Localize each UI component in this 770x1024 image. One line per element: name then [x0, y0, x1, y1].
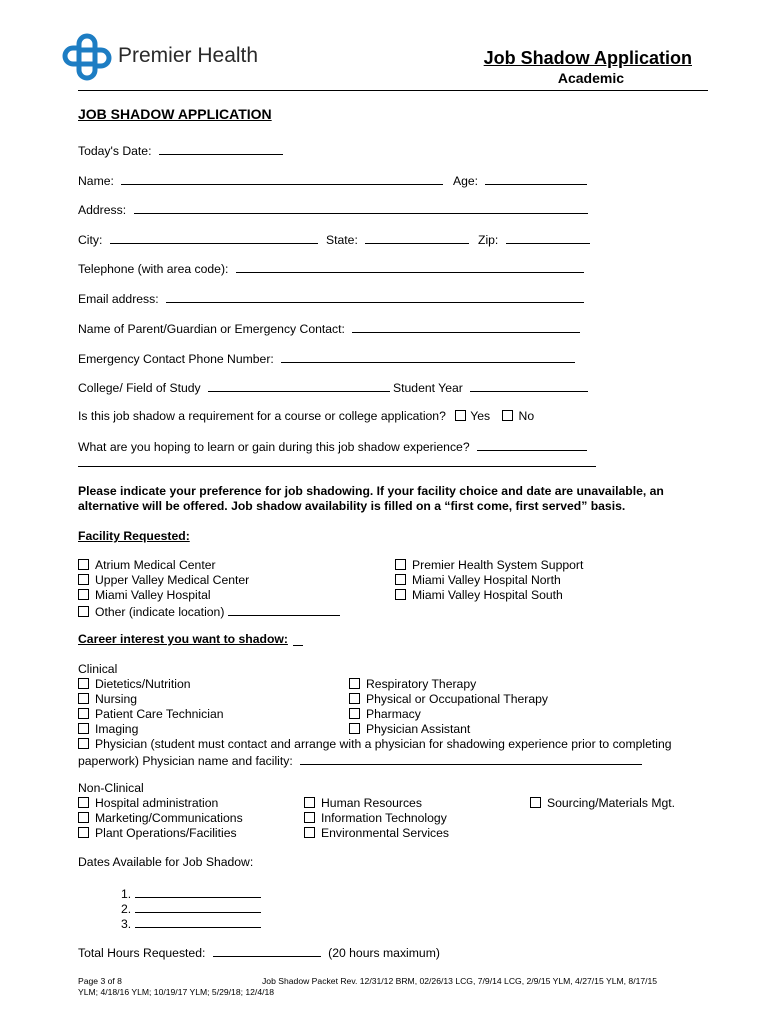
clinical-option[interactable]: Physical or Occupational Therapy: [349, 692, 548, 706]
no-checkbox[interactable]: [502, 410, 513, 421]
nonclinical-option[interactable]: Plant Operations/Facilities: [78, 826, 237, 840]
state-field[interactable]: [326, 231, 469, 247]
college-field[interactable]: [78, 379, 390, 395]
footer-revision-line-2: YLM; 4/18/16 YLM; 10/19/17 YLM; 5/29/18; 12/4/18: [78, 987, 275, 997]
hoping-answer-line[interactable]: [78, 455, 596, 467]
total-hours-label: Total Hours Requested:: [78, 946, 206, 960]
requirement-question-text: Is this job shadow a requirement for a course or college application?: [78, 409, 446, 423]
checkbox-icon[interactable]: [304, 797, 315, 808]
nonclinical-option[interactable]: Hospital administration: [78, 796, 218, 810]
checkbox-icon[interactable]: [78, 589, 89, 600]
nonclinical-label: Non-Clinical: [78, 781, 144, 795]
date-field-1[interactable]: 1.: [121, 885, 261, 901]
no-label: No: [518, 409, 535, 423]
clinical-option[interactable]: Imaging: [78, 722, 138, 736]
career-heading-underline: [293, 645, 303, 646]
checkbox-icon[interactable]: [78, 827, 89, 838]
preference-line-2: alternative will be offered. Job shadow availability is filled on a “first come, first served” basis.: [78, 499, 626, 513]
physician-name-field[interactable]: paperwork) Physician name and facility:: [78, 752, 642, 768]
age-field[interactable]: [453, 172, 587, 188]
checkbox-icon[interactable]: [78, 812, 89, 823]
date-field-2[interactable]: 2.: [121, 900, 261, 916]
email-label: Email address:: [78, 292, 159, 306]
clinical-option[interactable]: Physician Assistant: [349, 722, 470, 736]
facility-option[interactable]: Miami Valley Hospital: [78, 588, 211, 602]
name-label: Name:: [78, 174, 114, 188]
yes-label: Yes: [470, 409, 491, 423]
checkbox-icon[interactable]: [78, 693, 89, 704]
career-heading: Career interest you want to shadow:: [78, 632, 288, 646]
checkbox-icon[interactable]: [530, 797, 541, 808]
clinical-option[interactable]: Nursing: [78, 692, 137, 706]
clinical-option[interactable]: Respiratory Therapy: [349, 677, 476, 691]
form-heading: JOB SHADOW APPLICATION: [78, 106, 272, 122]
age-label: Age:: [453, 174, 479, 188]
document-subtitle: Academic: [557, 70, 624, 86]
requirement-question: [78, 409, 534, 423]
student-year-field[interactable]: [393, 379, 588, 395]
checkbox-icon[interactable]: [304, 827, 315, 838]
dates-label: Dates Available for Job Shadow:: [78, 855, 254, 869]
facility-option[interactable]: Atrium Medical Center: [78, 558, 216, 572]
nonclinical-option[interactable]: Human Resources: [304, 796, 422, 810]
checkbox-icon[interactable]: [78, 738, 89, 749]
checkbox-icon[interactable]: [349, 693, 360, 704]
student-year-label: Student Year: [393, 381, 463, 395]
clinical-option[interactable]: Pharmacy: [349, 707, 421, 721]
nonclinical-option[interactable]: Environmental Services: [304, 826, 449, 840]
nonclinical-option[interactable]: Information Technology: [304, 811, 447, 825]
state-label: State:: [326, 233, 358, 247]
checkbox-icon[interactable]: [78, 797, 89, 808]
city-label: City:: [78, 233, 103, 247]
footer-page-number: Page 3 of 8: [78, 976, 122, 986]
hoping-label: What are you hoping to learn or gain during this job shadow experience?: [78, 440, 470, 454]
zip-label: Zip:: [478, 233, 499, 247]
telephone-label: Telephone (with area code):: [78, 262, 229, 276]
todays-date-field[interactable]: [78, 142, 283, 158]
document-title: Job Shadow Application: [483, 48, 692, 68]
emergency-phone-field[interactable]: [78, 350, 575, 366]
todays-date-label: Today's Date:: [78, 144, 152, 158]
brand-name: Premier Health: [118, 44, 259, 67]
telephone-field[interactable]: [78, 260, 584, 276]
nonclinical-option[interactable]: Marketing/Communications: [78, 811, 243, 825]
checkbox-icon[interactable]: [78, 678, 89, 689]
name-field[interactable]: [78, 172, 443, 188]
checkbox-icon[interactable]: [304, 812, 315, 823]
checkbox-icon[interactable]: [78, 574, 89, 585]
emergency-phone-label: Emergency Contact Phone Number:: [78, 352, 274, 366]
checkbox-icon[interactable]: [78, 723, 89, 734]
hoping-field[interactable]: [78, 438, 587, 454]
checkbox-icon[interactable]: [349, 708, 360, 719]
checkbox-icon[interactable]: [395, 559, 406, 570]
total-hours-note: (20 hours maximum): [328, 946, 440, 960]
checkbox-icon[interactable]: [349, 723, 360, 734]
address-field[interactable]: [78, 201, 588, 217]
emergency-contact-field[interactable]: [78, 320, 580, 336]
facility-option[interactable]: Miami Valley Hospital South: [395, 588, 563, 602]
facility-option[interactable]: Upper Valley Medical Center: [78, 573, 249, 587]
facility-heading: Facility Requested:: [78, 529, 190, 543]
checkbox-icon[interactable]: [395, 589, 406, 600]
total-hours-field[interactable]: [78, 944, 440, 960]
clinical-option[interactable]: Dietetics/Nutrition: [78, 677, 191, 691]
clinical-label: Clinical: [78, 662, 118, 676]
preference-line-1: Please indicate your preference for job shadowing. If your facility choice and date are unavailable, an: [78, 484, 664, 498]
checkbox-icon[interactable]: [349, 678, 360, 689]
checkbox-icon[interactable]: [78, 708, 89, 719]
email-field[interactable]: [78, 290, 584, 306]
physician-option[interactable]: Physician (student must contact and arrange with a physician for shadowing experience prior to completing: [78, 737, 672, 751]
facility-option[interactable]: Other (indicate location): [78, 603, 340, 619]
logo-mark-icon: [62, 32, 112, 82]
date-field-3[interactable]: 3.: [121, 915, 261, 931]
facility-option[interactable]: Miami Valley Hospital North: [395, 573, 561, 587]
address-label: Address:: [78, 203, 127, 217]
footer-revision: Job Shadow Packet Rev. 12/31/12 BRM, 02/26/13 LCG, 7/9/14 LCG, 2/9/15 YLM, 4/27/15 YLM, 8/17/15: [262, 976, 658, 986]
clinical-option[interactable]: Patient Care Technician: [78, 707, 224, 721]
premier-health-logo: [62, 32, 112, 82]
zip-field[interactable]: [478, 231, 590, 247]
checkbox-icon[interactable]: [78, 606, 89, 617]
facility-option[interactable]: Premier Health System Support: [395, 558, 583, 572]
checkbox-icon[interactable]: [395, 574, 406, 585]
checkbox-icon[interactable]: [78, 559, 89, 570]
city-field[interactable]: [78, 231, 318, 247]
college-label: College/ Field of Study: [78, 381, 201, 395]
emergency-contact-label: Name of Parent/Guardian or Emergency Contact:: [78, 322, 345, 336]
nonclinical-option[interactable]: Sourcing/Materials Mgt.: [530, 796, 675, 810]
yes-checkbox[interactable]: [455, 410, 466, 421]
header-rule: [78, 90, 708, 91]
